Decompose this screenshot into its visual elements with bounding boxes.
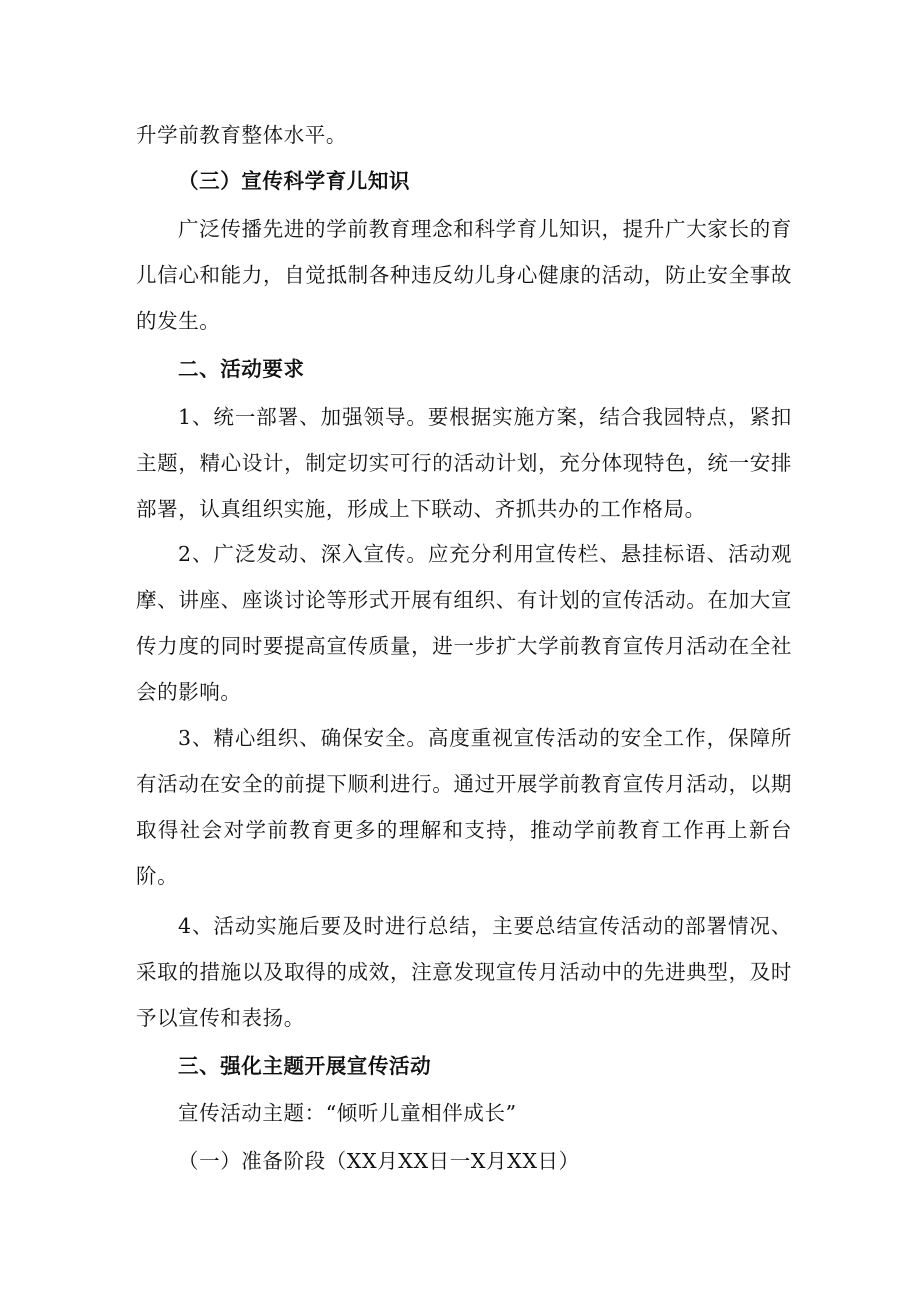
subheading-science-parenting: （三）宣传科学育儿知识 — [178, 169, 411, 193]
paragraph-preparation-stage: （一）准备阶段（XX月XX日一X月XX日） — [178, 1149, 580, 1173]
paragraph-requirement-4: 4、活动实施后要及时进行总结，主要总结宣传活动的部署情况、采取的措施以及取得的成效，注意发现宣传月活动中的先进典型，及时予以宣传和表扬。 — [136, 914, 792, 1030]
paragraph-requirement-1: 1、统一部署、加强领导。要根据实施方案，结合我园特点，紧扣主题，精心设计，制定切实可行的活动计划，充分体现特色，统一安排部署，认真组织实施，形成上下联动、齐抓共办的工作格局。 — [136, 405, 792, 521]
paragraph-continuation: 升学前教育整体水平。 — [136, 123, 347, 147]
paragraph-requirement-2: 2、广泛发动、深入宣传。应充分利用宣传栏、悬挂标语、活动观摩、讲座、座谈讨论等形式开展有组织、有计划的宣传活动。在加大宣传力度的同时要提高宣传质量，进一步扩大学前教育宣传月活动在全社会的影响。 — [136, 542, 792, 704]
section-heading-activity-requirements: 二、活动要求 — [178, 357, 305, 381]
paragraph-requirement-3: 3、精心组织、确保安全。高度重视宣传活动的安全工作，保障所有活动在安全的前提下顺利进行。通过开展学前教育宣传月活动，以期取得社会对学前教育更多的理解和支持，推动学前教育工作再上新台阶。 — [136, 726, 792, 888]
paragraph-activity-theme: 宣传活动主题：“倾听儿童相伴成长” — [178, 1101, 517, 1125]
paragraph-science-parenting: 广泛传播先进的学前教育理念和科学育儿知识，提升广大家长的育儿信心和能力，自觉抵制各种违反幼儿身心健康的活动，防止安全事故的发生。 — [136, 217, 792, 333]
section-heading-theme-activities: 三、强化主题开展宣传活动 — [178, 1054, 432, 1078]
